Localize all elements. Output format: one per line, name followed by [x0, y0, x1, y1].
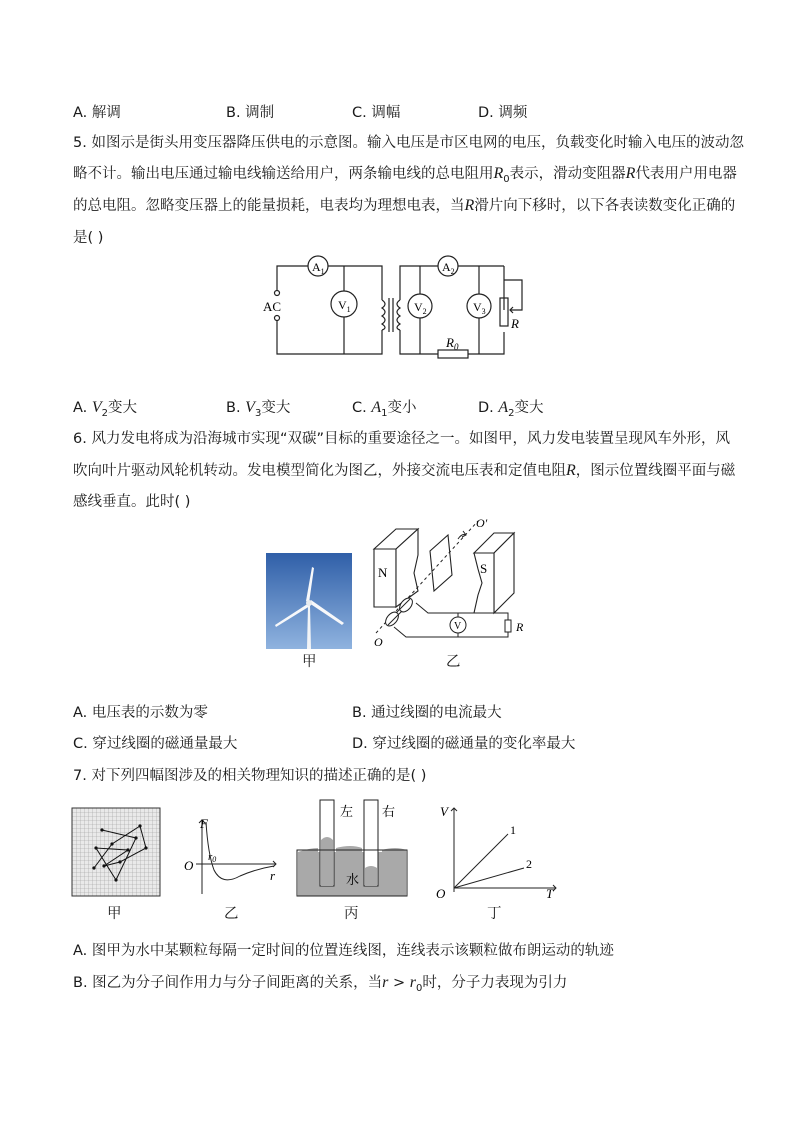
q5-option-c: C. $A_1$变小: [352, 399, 417, 419]
q6-option-d: D. 穿过线圈的磁通量的变化率最大: [352, 736, 576, 752]
q4-option-c: C. 调幅: [352, 105, 401, 121]
volume-axis-label: V: [440, 804, 448, 819]
line-2-label: 2: [526, 857, 532, 871]
q7-option-b: B. 图乙为分子间作用力与分子间距离的关系，当$r > r_0$时，分子力表现为引力: [73, 974, 568, 994]
temperature-axis-label: T: [546, 886, 554, 901]
q5-stem-line-4: 是( ): [73, 230, 104, 246]
s-pole-label: S: [480, 561, 488, 576]
line-1-label: 1: [510, 823, 516, 837]
q5-option-b: B. $V_3$变大: [226, 399, 291, 419]
q7-caption-yi: 乙: [224, 906, 239, 922]
q6-option-a: A. 电压表的示数为零: [73, 705, 208, 721]
left-tube-label: 左: [340, 804, 354, 819]
force-axis-label: F: [200, 816, 208, 831]
water-label: 水: [346, 872, 360, 887]
r0-label: r0: [208, 851, 217, 864]
q5-circuit-diagram: [260, 250, 540, 365]
rheostat-r-label: R: [511, 316, 519, 331]
brownian-motion-grid: [72, 808, 160, 896]
ac-source-label: AC: [263, 299, 282, 314]
q5-option-d: D. $A_2$变大: [478, 399, 544, 419]
q6-option-c: C. 穿过线圈的磁通量最大: [73, 736, 238, 752]
right-tube-label: 右: [382, 804, 396, 819]
q6-stem-line-1: 6. 风力发电将成为沿海城市实现“双碳”目标的重要途径之一。如图甲，风力发电装置呈现风车外形，风: [73, 431, 730, 447]
origin-o-label: O: [436, 886, 446, 901]
ammeter-a1-label: $A_1$: [312, 260, 325, 276]
voltmeter-v2-label: $V_2$: [414, 300, 427, 316]
q6-stem-line-2: 吹向叶片驱动风轮机转动。发电模型简化为图乙，外接交流电压表和定值电阻R，图示位置线圈平面与磁: [73, 462, 736, 479]
q4-option-a: A. 解调: [73, 105, 121, 121]
origin-label: O: [184, 858, 194, 873]
voltmeter-v1-label: $V_1$: [338, 298, 351, 314]
q4-option-d: D. 调频: [478, 105, 528, 121]
q7-caption-jia: 甲: [107, 906, 122, 922]
volume-temperature-graph: [432, 800, 562, 900]
figure-caption-yi: 乙: [446, 654, 461, 670]
axis-o-label: O: [374, 635, 383, 649]
n-pole-label: N: [378, 565, 388, 580]
q6-stem-line-3: 感线垂直。此时( ): [73, 494, 191, 510]
q4-option-b: B. 调制: [226, 105, 275, 121]
axis-o-prime-label: O′: [476, 516, 488, 530]
figure-caption-jia: 甲: [302, 654, 317, 670]
q6-option-b: B. 通过线圈的电流最大: [352, 705, 502, 721]
resistor-r0-label: $R_0$: [446, 335, 459, 352]
voltmeter-label: V: [454, 621, 462, 632]
generator-model-diagram: [366, 515, 536, 650]
q5-option-a: A. $V_2$变大: [73, 399, 138, 419]
q5-stem-line-2: 略不计。输出电压通过输电线输送给用户，两条输电线的总电阻用$R_0$表示，滑动变阻器R代表用户用电器: [73, 165, 737, 185]
ammeter-a2-label: $A_2$: [442, 260, 455, 276]
q7-caption-bing: 丙: [344, 906, 359, 922]
voltmeter-v3-label: $V_3$: [473, 300, 486, 316]
q7-stem-line-1: 7. 对下列四幅图涉及的相关物理知识的描述正确的是( ): [73, 768, 427, 784]
q5-stem-line-3: 的总电阻。忽略变压器上的能量损耗，电表均为理想电表，当R滑片向下移时，以下各表读数变化正确的: [73, 197, 736, 214]
resistor-label: R: [516, 620, 524, 634]
wind-turbine-photo: [266, 553, 352, 649]
molecular-force-graph: [178, 814, 282, 896]
q7-option-a: A. 图甲为水中某颗粒每隔一定时间的位置连线图，连线表示该颗粒做布朗运动的轨迹: [73, 943, 614, 959]
capillary-tubes-diagram: [296, 800, 408, 896]
distance-axis-label: r: [270, 868, 276, 883]
q7-caption-ding: 丁: [487, 906, 502, 922]
q5-stem-line-1: 5. 如图示是街头用变压器降压供电的示意图。输入电压是市区电网的电压，负载变化时输入电压的波动忽: [73, 135, 744, 151]
